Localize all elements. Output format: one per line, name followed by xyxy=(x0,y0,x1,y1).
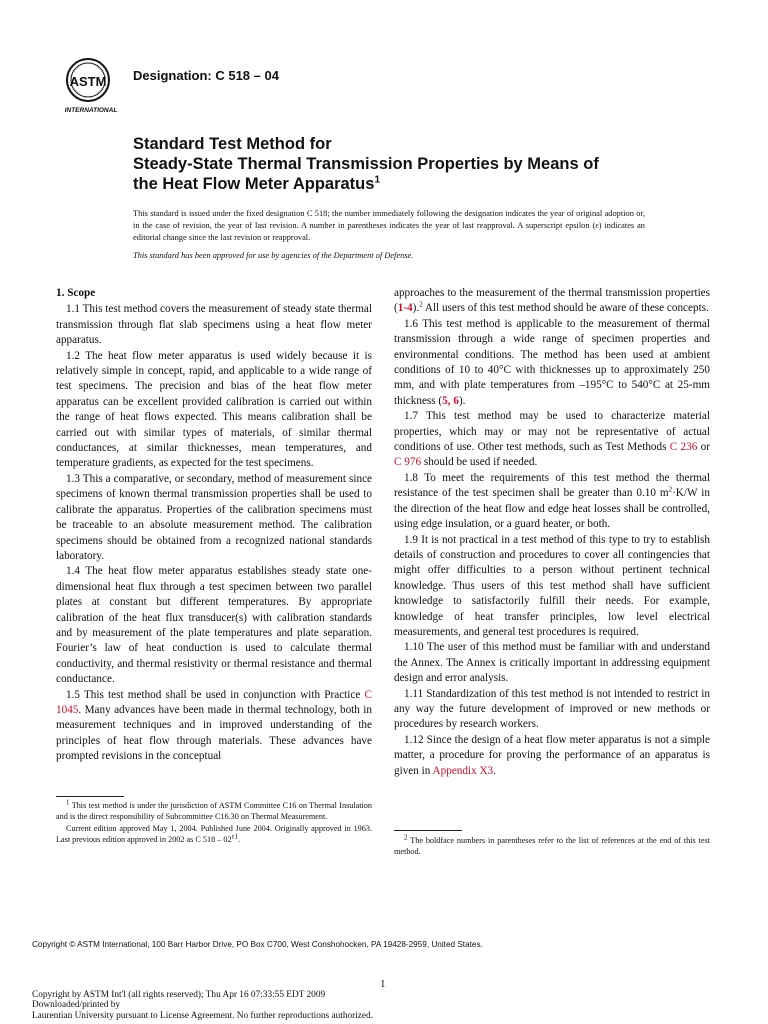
footnote-mark-2: 2 xyxy=(419,300,423,309)
title-footnote-mark: 1 xyxy=(374,174,380,186)
link-c976[interactable]: C 976 xyxy=(394,456,422,469)
logo-subtitle: INTERNATIONAL xyxy=(64,107,118,114)
paragraph-1-9: 1.9 It is not practical in a test method of this type to try to establish details of construction and procedures to cover all contingencies that might offer difficulties to a person without pertinent technical knowledge. Thus users of this test method shall have sufficient knowledge to satisfactorily fulfill their needs. For example, knowledge of heat transfer principles, low level electrical measurements, and general test procedures is required. xyxy=(394,533,710,638)
paragraph-1-7: 1.7 This test method may be used to characterize material properties, which may or may not be representative of actual conditions of use. Other test methods, such as Test Methods C 236 or C 976 should be used if needed. xyxy=(394,410,710,469)
paragraph-1-12: 1.12 Since the design of a heat flow meter apparatus is not a simple matter, a procedure for proving the performance of an apparatus is given in Appendix X3. xyxy=(394,733,710,777)
paragraph-1-6: 1.6 This test method is applicable to the measurement of thermal transmission through a wide range of specimen properties and environmental conditions. The method has been used at ambient conditions of 10 to 40°C with thicknesses up to approximately 250 mm, and with plate temperatures from –195°C to 540°C at 25-mm thickness (5, 6). xyxy=(394,317,710,407)
paragraph-1-3: 1.3 This a comparative, or secondary, method of measurement since specimens of known thermal transmission properties shall be used to calibrate the apparatus. Properties of the calibration specimens must be traceable to an absolute measurement method. The calibration specimens should be obtained from a recognized national standards laboratory. xyxy=(56,472,372,562)
link-c1045[interactable]: C 1045 xyxy=(56,688,372,716)
footnote-rule-right xyxy=(394,830,462,831)
reference-link-5-6[interactable]: 5, 6 xyxy=(442,394,459,407)
paragraph-1-11: 1.11 Standardization of this test method is not intended to restrict in any way the future development of improved or new methods or procedures by research workers. xyxy=(394,687,710,731)
footnote-2: $^2$ The boldface numbers in parentheses refer to the list of references at the end of this test method. xyxy=(394,833,710,857)
paragraph-1-1: 1.1 This test method covers the measurement of steady state thermal transmission through flat slab specimens using a heat flow meter apparatus. xyxy=(56,303,372,347)
left-column xyxy=(56,286,372,765)
title-line-3: the Heat Flow Meter Apparatus xyxy=(133,175,375,193)
reference-link-1-4[interactable]: 1-4 xyxy=(397,302,413,315)
right-column xyxy=(394,286,710,779)
copyright-line: Copyright © ASTM International, 100 Barr Harbor Drive, PO Box C700, West Conshohocken, PA 19428-2959, United States. xyxy=(32,940,483,949)
title-line-2: Steady-State Thermal Transmission Properties by Means of xyxy=(133,155,599,173)
standard-notice: This standard is issued under the fixed designation C 518; the number immediately following the designation indicates the year of original adoption or, in the case of revision, the year of last revision. A number in parentheses indicates the year of last reapproval. A superscript epsilon (ε) indicates an editorial change since the last revision or reapproval. xyxy=(133,209,645,243)
link-c236[interactable]: C 236 xyxy=(669,441,698,454)
paragraph-1-4: 1.4 The heat flow meter apparatus establishes steady state one-dimensional heat flux through a test specimen between two parallel plates at constant but different temperatures. By appropriate calibration of the heat flux transducer(s) with calibration standards and by measurement of the plate temperatures and plate separation. Fourier’s law of heat conduction is used to calculate thermal conductivity, and thermal resistivity or thermal resistance and thermal conductance. xyxy=(56,565,372,686)
document-title xyxy=(133,134,693,194)
link-appendix-x3[interactable]: Appendix X3 xyxy=(432,764,494,777)
designation: Designation: C 518 – 04 xyxy=(133,68,279,83)
footnote-1: $^1$ This test method is under the jurisdiction of ASTM Committee C16 on Thermal Insulation and is the direct responsibility of Subcommittee C16.30 on Thermal Measurement. Current edition approved May 1, 2004. Published June 2004. Originally approved in 1963. Last previous edition approved in 2002 as C $518 - 02^{\varepsilon 1}$. xyxy=(56,798,372,844)
paragraph-1-5: 1.5 This test method shall be used in conjunction with Practice C 1045. Many advances have been made in thermal technology, both in measurement techniques and in improved understanding of the principles of heat flow through materials. These advances have prompted revisions in the conceptual xyxy=(56,688,372,763)
paragraph-1-8: 1.8 To meet the requirements of this test method the thermal resistance of the test specimen shall be greater than 0.10 $m^2\cdot K/W$ in the direction of the heat flow and edge heat losses shall be controlled, using edge insulation, or a guard heater, or both. xyxy=(394,471,711,531)
title-line-1: Standard Test Method for xyxy=(133,135,332,153)
dod-approval-note: This standard has been approved for use by agencies of the Department of Defense. xyxy=(133,251,414,260)
paragraph-1-5-continued: approaches to the measurement of the thermal transmission properties (1-4).$^2$ All users of this test method should be aware of these concepts. xyxy=(394,287,710,315)
download-notice: Copyright by ASTM Int'l (all rights reserved); Thu Apr 16 07:33:55 EDT 2009 Downloaded/printed by Laurentian University pursuant to License Agreement. No further reproductions authorized. xyxy=(32,990,374,1021)
paragraph-1-2: 1.2 The heat flow meter apparatus is used widely because it is relatively simple in concept, rapid, and applicable to a wide range of test specimens. The precision and bias of the heat flow meter apparatus can be excellent provided calibration is carried out within the range of heat flows expected. This means calibration shall be carried out with similar types of materials, of similar thermal conductances, at similar thicknesses, mean temperatures, and temperature gradients, as expected for the test specimens. xyxy=(56,349,372,470)
astm-logo xyxy=(58,56,124,118)
paragraph-1-10: 1.10 The user of this method must be familiar with and understand the Annex. The Annex is critically important in addressing equipment design and error analysis. xyxy=(394,641,710,685)
section-heading: 1. Scope xyxy=(56,287,96,299)
page-number: 1 xyxy=(380,978,386,990)
footnote-rule-left xyxy=(56,796,124,797)
logo-letters: ASTM xyxy=(69,74,107,89)
